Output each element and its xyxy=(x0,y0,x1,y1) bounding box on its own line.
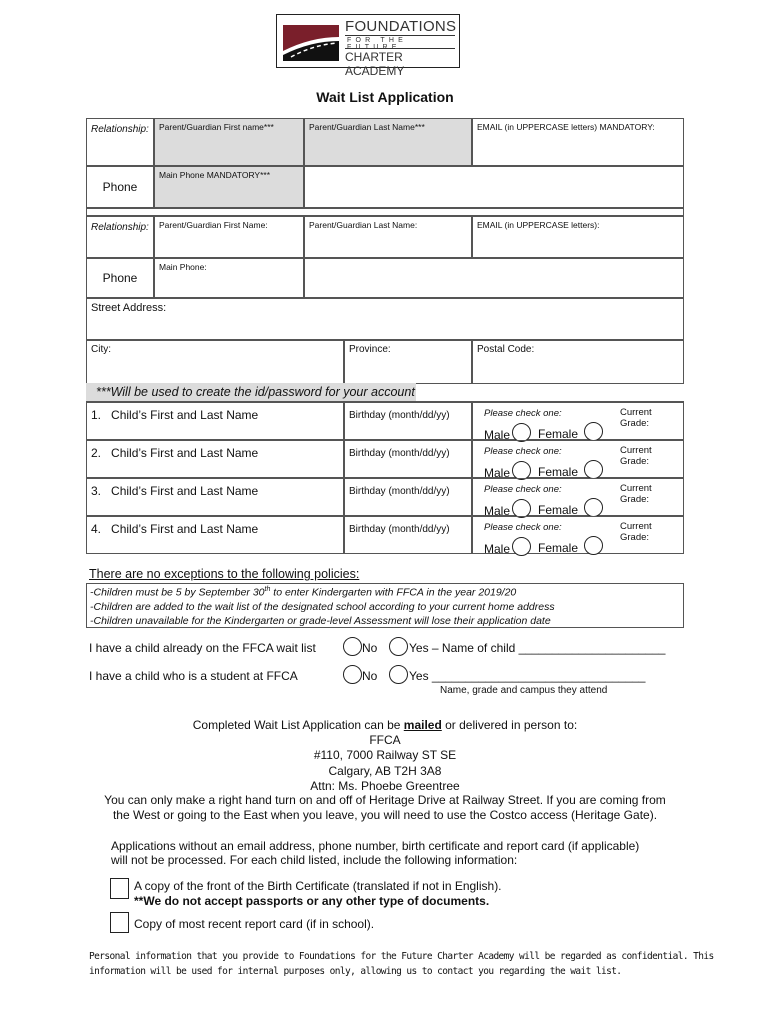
child-gender-grade-cell xyxy=(472,478,684,516)
child-check-label: Please check one: xyxy=(484,522,562,533)
birth-certificate-label: A copy of the front of the Birth Certificate (translated if not in English). xyxy=(134,879,502,893)
child-birthday-field[interactable]: Birthday (month/dd/yy) xyxy=(344,478,472,516)
child-birthday-field[interactable]: Birthday (month/dd/yy) xyxy=(344,440,472,478)
question-student: I have a child who is a student at FFCA xyxy=(89,669,298,683)
address-line-3: Calgary, AB T2H 3A8 xyxy=(328,764,442,778)
female-radio[interactable] xyxy=(584,422,603,441)
female-radio[interactable] xyxy=(584,460,603,479)
child-name-field[interactable]: 2. Child’s First and Last Name xyxy=(86,440,344,478)
policy-1: -Children must be 5 by September 30th to enter Kindergarten with FFCA in the year 2019/20 xyxy=(90,586,517,599)
child-check-label: Please check one: xyxy=(484,484,562,495)
female-label: Female xyxy=(538,427,579,441)
child-gender-grade-cell xyxy=(472,516,684,554)
report-card-label: Copy of most recent report card (if in school). xyxy=(134,917,375,931)
student-hint: Name, grade and campus they attend xyxy=(440,685,608,696)
page-title: Wait List Application xyxy=(316,89,454,105)
logo-text-foundations: FOUNDATIONS xyxy=(345,18,457,35)
child-birthday-field[interactable]: Birthday (month/dd/yy) xyxy=(344,516,472,554)
child-name-field[interactable]: 3. Child’s First and Last Name xyxy=(86,478,344,516)
male-label: Male xyxy=(484,542,511,556)
child-grade-field[interactable]: Current Grade: xyxy=(620,445,652,467)
child-gender-grade-cell xyxy=(472,402,684,440)
female-label: Female xyxy=(538,503,579,517)
child-grade-field[interactable]: Current Grade: xyxy=(620,483,652,505)
guardian2-first-name-field[interactable]: Parent/Guardian First Name: xyxy=(154,216,304,258)
guardian1-phone-extra[interactable] xyxy=(304,166,684,208)
female-label: Female xyxy=(538,541,579,555)
logo-text-future: FOR THE xyxy=(347,37,407,44)
school-logo xyxy=(276,14,460,78)
waitlist-yes-radio[interactable] xyxy=(389,637,408,656)
guardian2-relationship-field[interactable]: Relationship: xyxy=(86,216,154,258)
privacy-note-1: Personal information that you provide to Foundations for the Future Charter Academy will be regarded as confidential. This xyxy=(89,951,714,962)
mail-intro: Completed Wait List Application can be mailed or delivered in person to: xyxy=(192,718,578,732)
guardian2-email-field[interactable]: EMAIL (in UPPERCASE letters): xyxy=(472,216,684,258)
guardian1-first-name-field[interactable]: Parent/Guardian First name*** xyxy=(154,118,304,166)
policy-2: -Children are added to the wait list of the designated school according to your current home address xyxy=(90,601,555,613)
child-check-label: Please check one: xyxy=(484,408,562,419)
student-no-label: No xyxy=(362,669,378,683)
child-check-label: Please check one: xyxy=(484,446,562,457)
directions-1: You can only make a right hand turn on and off of Heritage Drive at Railway Street. If you are coming from xyxy=(104,793,666,807)
guardian2-phone-extra[interactable] xyxy=(304,258,684,298)
guardian2-last-name-field[interactable]: Parent/Guardian Last Name: xyxy=(304,216,472,258)
guardian1-main-phone-field[interactable]: Main Phone MANDATORY*** xyxy=(154,166,304,208)
requirements-1: Applications without an email address, phone number, birth certificate and report card (if applicable) xyxy=(111,839,640,853)
student-yes-label: Yes ________________________________ xyxy=(409,669,646,683)
male-radio[interactable] xyxy=(512,537,531,556)
female-radio[interactable] xyxy=(584,536,603,555)
child-name-field[interactable]: 1. Child’s First and Last Name xyxy=(86,402,344,440)
policies-heading: There are no exceptions to the following policies: xyxy=(89,567,360,581)
logo-text-academy: CHARTER ACADEMY xyxy=(345,50,405,78)
report-card-checkbox[interactable] xyxy=(110,912,129,933)
address-line-4: Attn: Ms. Phoebe Greentree xyxy=(310,779,460,793)
directions-2: the West or going to the East when you leave, you will need to use the Costco access (Heritage Gate). xyxy=(112,808,658,822)
city-field[interactable]: City: xyxy=(86,340,344,384)
passport-warning: **We do not accept passports or any other type of documents. xyxy=(134,894,490,908)
province-field[interactable]: Province: xyxy=(344,340,472,384)
child-gender-grade-cell xyxy=(472,440,684,478)
question-waitlist: I have a child already on the FFCA wait list xyxy=(89,641,316,655)
male-label: Male xyxy=(484,428,511,442)
birth-certificate-checkbox[interactable] xyxy=(110,878,129,899)
street-address-field[interactable]: Street Address: xyxy=(86,298,684,340)
child-name-field[interactable]: 4. Child’s First and Last Name xyxy=(86,516,344,554)
child-grade-field[interactable]: Current Grade: xyxy=(620,407,652,429)
child-birthday-field[interactable]: Birthday (month/dd/yy) xyxy=(344,402,472,440)
road-logo-icon xyxy=(281,19,341,63)
female-radio[interactable] xyxy=(584,498,603,517)
requirements-2: will not be processed. For each child listed, include the following information: xyxy=(111,853,518,867)
guardian1-email-field[interactable]: EMAIL (in UPPERCASE letters) MANDATORY: xyxy=(472,118,684,166)
postal-code-field[interactable]: Postal Code: xyxy=(472,340,684,384)
guardian1-last-name-field[interactable]: Parent/Guardian Last Name*** xyxy=(304,118,472,166)
spacer-row xyxy=(86,208,684,216)
address-line-2: #110, 7000 Railway ST SE xyxy=(313,748,457,762)
privacy-note-2: information will be used for internal purposes only, allowing us to contact you regarding the wait list. xyxy=(89,966,622,977)
account-note: ***Will be used to create the id/password for your account xyxy=(86,383,416,401)
waitlist-yes-label: Yes – Name of child ______________________ xyxy=(409,641,666,655)
child-grade-field[interactable]: Current Grade: xyxy=(620,521,652,543)
policy-3: -Children unavailable for the Kindergarten or grade-level Assessment will lose their application date xyxy=(90,615,551,627)
guardian1-relationship-field[interactable]: Relationship: xyxy=(86,118,154,166)
male-label: Male xyxy=(484,466,511,480)
policies-box xyxy=(86,583,684,628)
student-yes-radio[interactable] xyxy=(389,665,408,684)
waitlist-no-radio[interactable] xyxy=(343,637,362,656)
guardian2-main-phone-field[interactable]: Main Phone: xyxy=(154,258,304,298)
male-label: Male xyxy=(484,504,511,518)
guardian2-phone-label: Phone xyxy=(86,258,154,298)
student-no-radio[interactable] xyxy=(343,665,362,684)
waitlist-no-label: No xyxy=(362,641,378,655)
address-line-1: FFCA xyxy=(369,733,401,747)
female-label: Female xyxy=(538,465,579,479)
guardian1-phone-label: Phone xyxy=(86,166,154,208)
